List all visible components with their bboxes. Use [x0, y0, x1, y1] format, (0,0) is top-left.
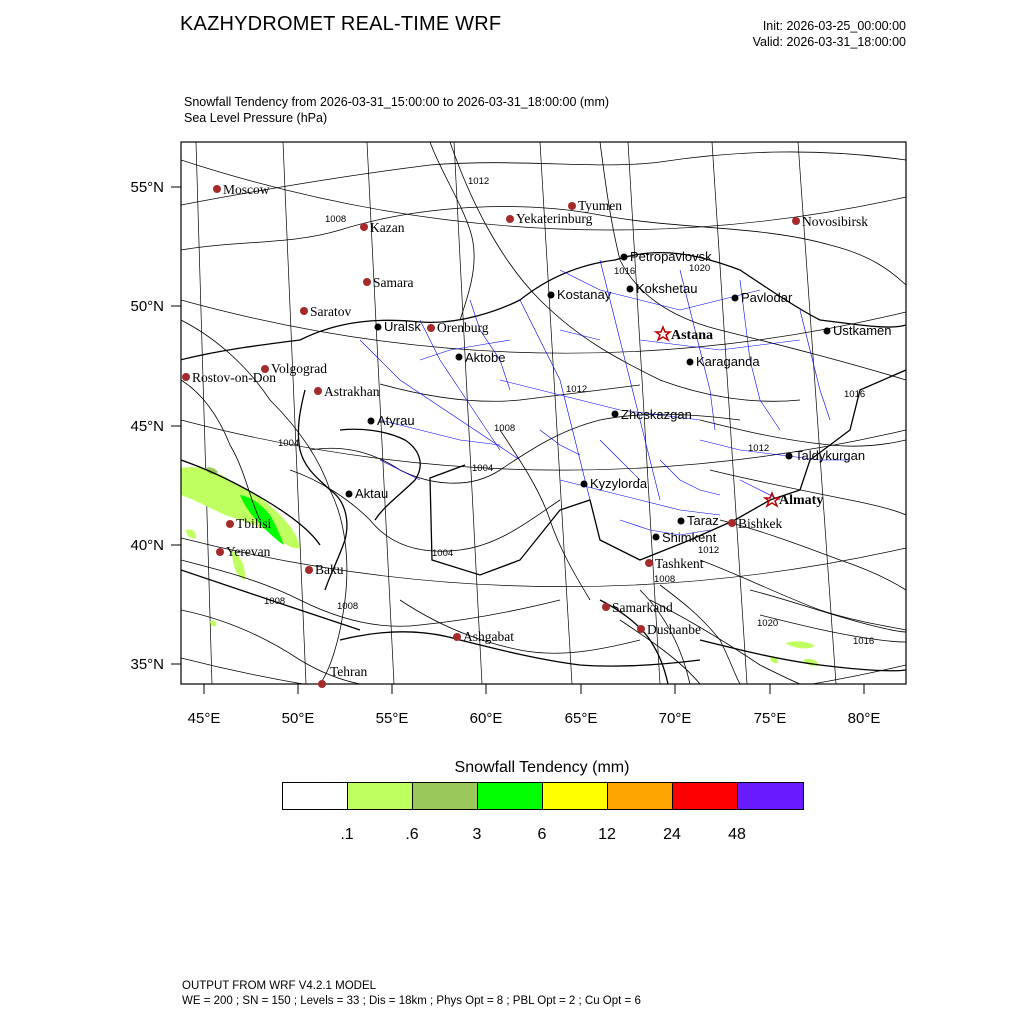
city-marker-tehran	[318, 680, 326, 688]
isobar-label: 1004	[432, 548, 454, 559]
legend-title: Snowfall Tendency (mm)	[454, 759, 630, 776]
city-marker-uralsk	[375, 324, 382, 331]
city-label-pavlodar: Pavlodar	[741, 290, 793, 305]
city-marker-samarkand	[602, 603, 610, 611]
city-label-shimkent: Shimkent	[662, 530, 717, 545]
valid-time: Valid: 2026-03-31_18:00:00	[752, 35, 906, 49]
lon-label-75: 75°E	[753, 710, 787, 727]
city-marker-orenburg	[427, 324, 435, 332]
city-marker-karaganda	[687, 359, 694, 366]
isobar-label: 1012	[698, 545, 720, 556]
city-label-saratov: Saratov	[310, 304, 352, 319]
city-label-kazan: Kazan	[370, 220, 405, 235]
isobar-label: 1012	[566, 384, 588, 395]
isobar-label: 1008	[337, 601, 359, 612]
city-label-astrakhan: Astrakhan	[324, 384, 380, 399]
lat-label-50: 50°N	[130, 298, 164, 315]
city-label-yerevan: Yerevan	[226, 544, 271, 559]
city-marker-aktobe	[456, 354, 463, 361]
init-time: Init: 2026-03-25_00:00:00	[762, 19, 906, 33]
isobar-label: 1020	[757, 618, 779, 629]
city-label-zheskazgan: Zheskazgan	[621, 407, 692, 422]
city-marker-aktau	[346, 491, 353, 498]
city-marker-tyumen	[568, 202, 576, 210]
city-label-kokshetau: Kokshetau	[636, 281, 698, 296]
legend-tick-label: 48	[728, 826, 746, 843]
city-label-tehran: Tehran	[330, 664, 368, 679]
city-marker-kyzylorda	[581, 481, 588, 488]
city-marker-kostanay	[548, 292, 555, 299]
city-marker-astrakhan	[314, 387, 322, 395]
city-marker-dushanbe	[637, 625, 645, 633]
city-label-tashkent: Tashkent	[655, 556, 704, 571]
legend-swatch	[608, 783, 673, 809]
city-marker-ustkamen	[824, 328, 831, 335]
legend-colorbar	[282, 782, 804, 810]
lon-label-70: 70°E	[658, 710, 692, 727]
city-label-astana: Astana	[671, 328, 714, 343]
city-marker-samara	[363, 278, 371, 286]
city-marker-kokshetau	[627, 286, 634, 293]
model-config-footer: WE = 200 ; SN = 150 ; Levels = 33 ; Dis = 18km ; Phys Opt = 8 ; PBL Opt = 2 ; Cu Opt = 6	[182, 995, 641, 1007]
city-marker-shimkent	[653, 534, 660, 541]
city-label-rostov-on-don: Rostov-on-Don	[192, 370, 276, 385]
city-label-ashgabat: Ashgabat	[463, 629, 514, 644]
lat-label-45: 45°N	[130, 418, 164, 435]
isobar-label: 1008	[654, 574, 676, 585]
isobar-label: 1008	[264, 596, 286, 607]
graticule	[181, 142, 906, 706]
city-marker-zheskazgan	[612, 411, 619, 418]
city-label-aktobe: Aktobe	[465, 350, 506, 365]
isobar-label: 1008	[494, 423, 516, 434]
lon-label-45: 45°E	[187, 710, 221, 727]
legend-swatch	[283, 783, 348, 809]
lat-label-35: 35°N	[130, 656, 164, 673]
city-marker-saratov	[300, 307, 308, 315]
city-label-yekaterinburg: Yekaterinburg	[516, 211, 593, 226]
city-label-kostanay: Kostanay	[557, 287, 612, 302]
map-plot-area	[180, 142, 906, 706]
city-label-tbilisi: Tbilisi	[236, 516, 272, 531]
legend-swatch	[738, 783, 803, 809]
legend-tick-label: 24	[663, 826, 681, 843]
lon-label-50: 50°E	[281, 710, 315, 727]
city-marker-baku	[305, 566, 313, 574]
isobar-label: 1016	[853, 636, 875, 647]
field-subtitle-snowfall: Snowfall Tendency from 2026-03-31_15:00:00 to 2026-03-31_18:00:00 (mm)	[184, 95, 610, 109]
legend-tick-label: 6	[537, 826, 547, 843]
city-label-dushanbe: Dushanbe	[647, 622, 701, 637]
map-title: KAZHYDROMET REAL-TIME WRF	[180, 13, 502, 35]
city-label-taraz: Taraz	[687, 513, 719, 528]
city-label-novosibirsk: Novosibirsk	[802, 214, 869, 229]
city-marker-taraz	[678, 518, 685, 525]
legend-tick-label: .6	[405, 826, 419, 843]
city-label-samara: Samara	[373, 275, 414, 290]
field-subtitle-pressure: Sea Level Pressure (hPa)	[184, 111, 328, 125]
city-marker-bishkek	[728, 519, 736, 527]
legend-swatch	[413, 783, 478, 809]
lon-label-55: 55°E	[375, 710, 409, 727]
isobar-label: 1016	[844, 389, 866, 400]
city-label-ustkamen: Ustkamen	[833, 323, 892, 338]
city-marker-novosibirsk	[792, 217, 800, 225]
legend-swatch	[478, 783, 543, 809]
isobar-label: 1004	[278, 438, 300, 449]
isobar-labels	[264, 176, 874, 647]
city-marker-rostov-on-don	[182, 373, 190, 381]
isobar-label: 1008	[325, 214, 347, 225]
city-marker-yerevan	[216, 548, 224, 556]
city-label-kyzylorda: Kyzylorda	[590, 476, 648, 491]
city-label-baku: Baku	[315, 562, 344, 577]
city-label-karaganda: Karaganda	[696, 354, 760, 369]
model-footer: OUTPUT FROM WRF V4.2.1 MODEL	[182, 980, 377, 992]
legend-swatch	[543, 783, 608, 809]
lon-label-65: 65°E	[564, 710, 598, 727]
city-label-tyumen: Tyumen	[578, 198, 623, 213]
isobar-label: 1016	[614, 266, 636, 277]
city-label-almaty: Almaty	[779, 493, 824, 508]
legend-tick-label: 3	[472, 826, 482, 843]
city-marker-taldykurgan	[786, 453, 793, 460]
city-marker-atyrau	[368, 418, 375, 425]
legend-tick-label: 12	[598, 826, 616, 843]
city-marker-moscow	[213, 185, 221, 193]
city-marker-tbilisi	[226, 520, 234, 528]
city-label-volgograd: Volgograd	[271, 361, 327, 376]
city-marker-petropavlovsk	[621, 254, 628, 261]
city-marker-yekaterinburg	[506, 215, 514, 223]
lon-label-60: 60°E	[469, 710, 503, 727]
city-label-bishkek: Bishkek	[738, 516, 783, 531]
legend-swatch	[348, 783, 413, 809]
legend-tick-label: .1	[340, 826, 354, 843]
isobar-label: 1020	[689, 263, 711, 274]
lon-label-80: 80°E	[847, 710, 881, 727]
city-marker-tashkent	[645, 559, 653, 567]
city-label-samarkand: Samarkand	[612, 600, 673, 615]
city-markers	[182, 182, 892, 688]
legend-swatch	[673, 783, 738, 809]
lat-label-40: 40°N	[130, 537, 164, 554]
city-marker-pavlodar	[732, 295, 739, 302]
city-label-atyrau: Atyrau	[377, 413, 415, 428]
city-label-aktau: Aktau	[355, 486, 389, 501]
isobar-label: 1012	[748, 443, 770, 454]
capital-star-icon	[656, 327, 670, 340]
city-marker-ashgabat	[453, 633, 461, 641]
city-label-uralsk: Uralsk	[384, 319, 421, 334]
isobar-label: 1004	[472, 463, 494, 474]
city-label-moscow: Moscow	[223, 182, 270, 197]
lat-label-55: 55°N	[130, 179, 164, 196]
city-label-taldykurgan: Taldykurgan	[795, 448, 866, 463]
country-borders	[180, 253, 906, 684]
city-marker-kazan	[360, 223, 368, 231]
city-label-petropavlovsk: Petropavlovsk	[630, 249, 712, 264]
city-label-orenburg: Orenburg	[437, 320, 489, 335]
isobar-label: 1012	[468, 176, 490, 187]
